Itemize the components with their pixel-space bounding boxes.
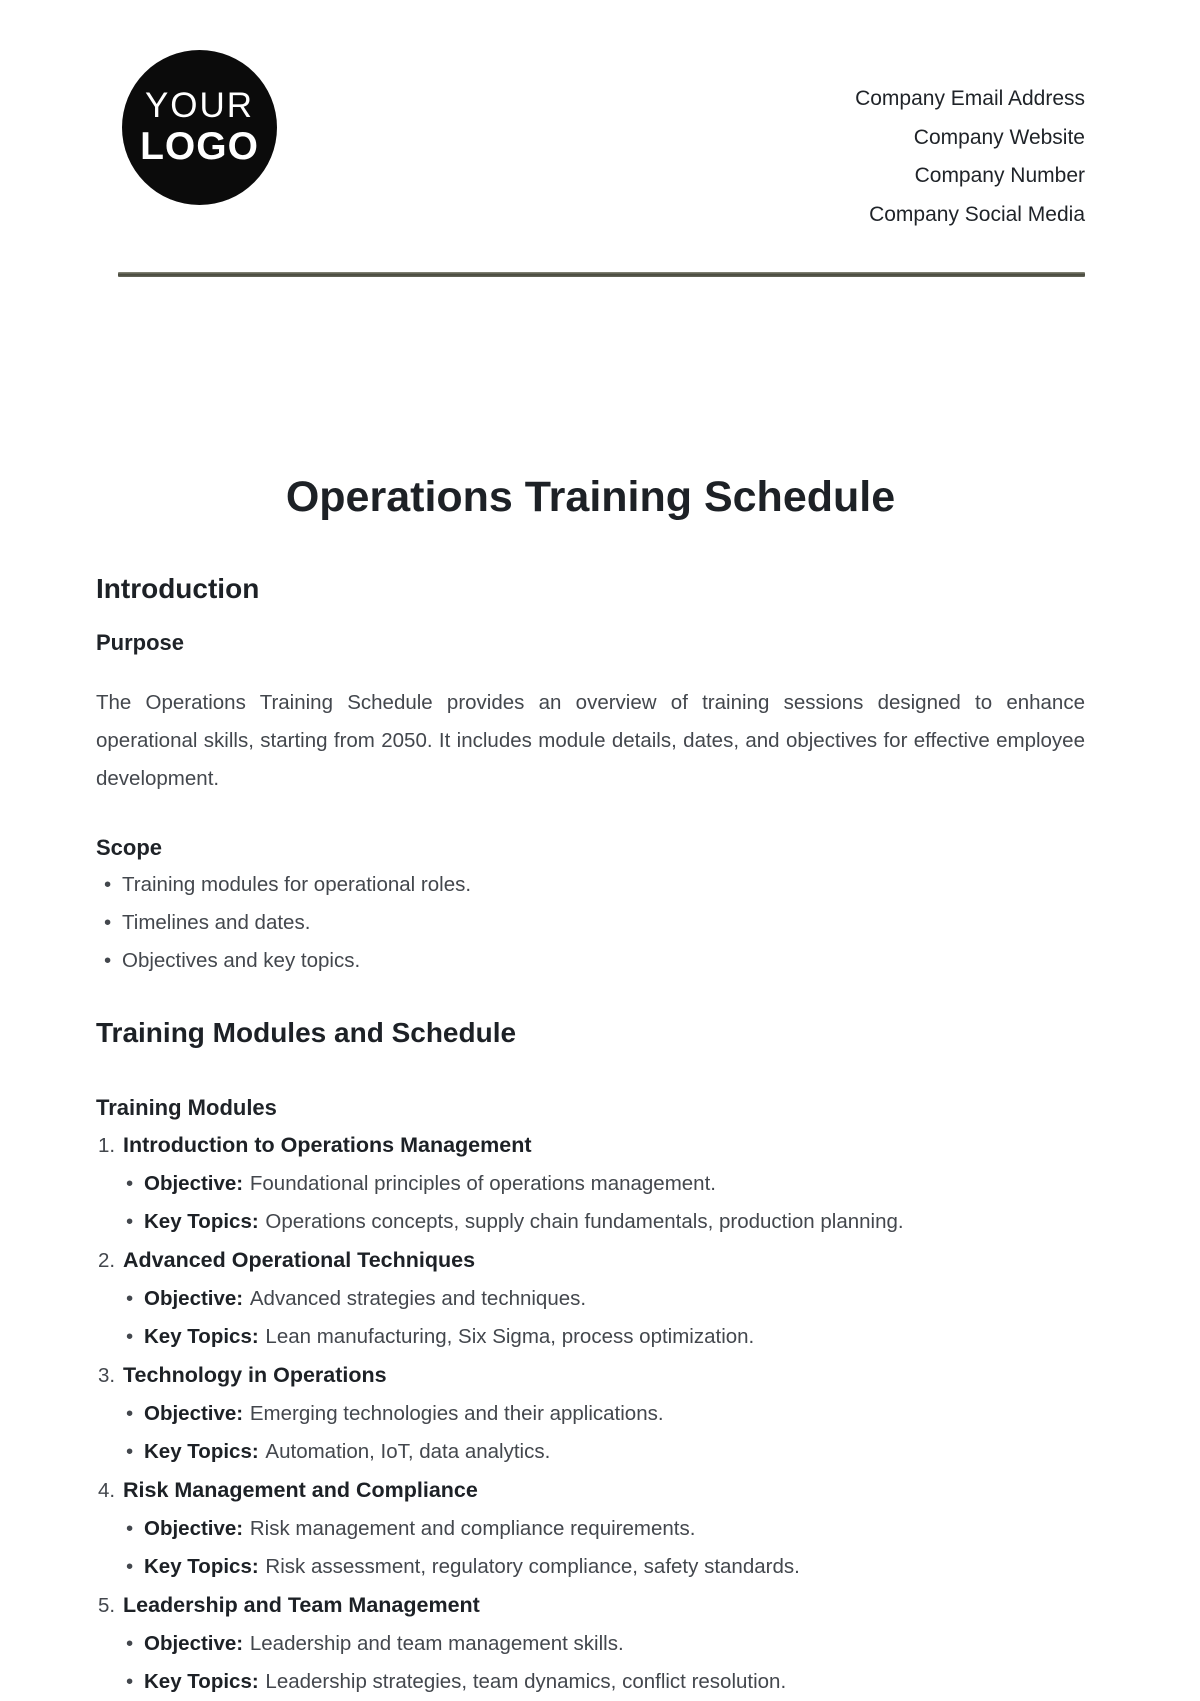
bullet-icon: • <box>126 1439 134 1463</box>
module-number: 2. <box>98 1248 116 1272</box>
bullet-icon: • <box>126 1171 134 1195</box>
logo-text-logo: LOGO <box>140 125 259 169</box>
key-topics-text: Risk assessment, regulatory compliance, safety standards. <box>265 1554 800 1578</box>
company-logo <box>122 50 277 205</box>
training-modules-subheading: Training Modules <box>96 1094 277 1120</box>
objective-text: Risk management and compliance requirements. <box>249 1516 696 1540</box>
logo-text-your: YOUR <box>144 86 255 126</box>
bullet-icon: • <box>126 1324 134 1348</box>
module-objective-line <box>96 1280 1085 1318</box>
objective-text: Leadership and team management skills. <box>249 1631 624 1655</box>
company-social-line: Company Social Media <box>869 202 1085 226</box>
key-topics-text: Leadership strategies, team dynamics, conflict resolution. <box>265 1669 787 1693</box>
bullet-icon: • <box>104 872 112 896</box>
module-name: Advanced Operational Techniques <box>123 1247 476 1272</box>
bullet-icon: • <box>126 1401 134 1425</box>
key-topics-text: Lean manufacturing, Six Sigma, process optimization. <box>265 1324 755 1348</box>
bullet-icon: • <box>104 948 112 972</box>
bullet-icon: • <box>126 1286 134 1310</box>
module-key-topics-line <box>96 1548 1085 1586</box>
module-key-topics-line <box>96 1203 1085 1241</box>
key-topics-text: Automation, IoT, data analytics. <box>265 1439 551 1463</box>
company-email-line: Company Email Address <box>855 87 1085 110</box>
module-objective-line <box>96 1395 1085 1433</box>
objective-text: Advanced strategies and techniques. <box>249 1286 587 1310</box>
introduction-heading: Introduction <box>96 572 260 604</box>
module-number: 1. <box>98 1133 116 1157</box>
module-number: 4. <box>98 1478 116 1502</box>
key-topics-label: Key Topics: <box>144 1439 259 1463</box>
module-objective-line <box>96 1510 1085 1548</box>
company-number-line: Company Number <box>914 164 1085 187</box>
module-item <box>96 1356 1085 1471</box>
scope-heading: Scope <box>96 834 163 860</box>
objective-label: Objective: <box>144 1286 244 1310</box>
objective-text: Emerging technologies and their applications. <box>249 1401 664 1425</box>
bullet-icon: • <box>126 1631 134 1655</box>
scope-list <box>96 866 1085 980</box>
objective-text: Foundational principles of operations management. <box>249 1171 716 1195</box>
bullet-icon: • <box>126 1669 134 1693</box>
module-key-topics-line <box>96 1318 1085 1356</box>
module-name: Leadership and Team Management <box>123 1592 480 1617</box>
key-topics-text: Operations concepts, supply chain fundamentals, production planning. <box>265 1209 904 1233</box>
objective-label: Objective: <box>144 1171 244 1195</box>
objective-label: Objective: <box>144 1631 244 1655</box>
company-website-line: Company Website <box>913 125 1085 149</box>
bullet-icon: • <box>126 1209 134 1233</box>
module-item <box>96 1471 1085 1586</box>
list-item <box>96 942 1085 980</box>
module-title <box>96 1471 1085 1510</box>
page-header <box>96 50 1085 234</box>
objective-label: Objective: <box>144 1401 244 1425</box>
bullet-icon: • <box>126 1554 134 1578</box>
training-modules-list <box>96 1126 1085 1701</box>
key-topics-label: Key Topics: <box>144 1669 259 1693</box>
module-name: Technology in Operations <box>123 1362 387 1387</box>
scope-item-text: Objectives and key topics. <box>122 948 361 972</box>
module-title <box>96 1356 1085 1395</box>
module-name: Introduction to Operations Management <box>123 1132 532 1157</box>
bullet-icon: • <box>126 1516 134 1540</box>
document-title: Operations Training Schedule <box>285 473 896 521</box>
module-key-topics-line <box>96 1663 1085 1701</box>
training-section-heading: Training Modules and Schedule <box>96 1016 517 1048</box>
module-item <box>96 1126 1085 1241</box>
key-topics-label: Key Topics: <box>144 1554 259 1578</box>
module-title <box>96 1586 1085 1625</box>
bullet-icon: • <box>104 910 112 934</box>
scope-item-text: Training modules for operational roles. <box>122 872 472 896</box>
key-topics-label: Key Topics: <box>144 1324 259 1348</box>
purpose-heading: Purpose <box>96 630 185 656</box>
module-title <box>96 1126 1085 1165</box>
module-item <box>96 1241 1085 1356</box>
list-item <box>96 904 1085 942</box>
objective-label: Objective: <box>144 1516 244 1540</box>
company-contact-block <box>855 80 1085 234</box>
module-key-topics-line <box>96 1433 1085 1471</box>
module-objective-line <box>96 1625 1085 1663</box>
module-number: 5. <box>98 1593 116 1617</box>
module-objective-line <box>96 1165 1085 1203</box>
module-number: 3. <box>98 1363 116 1387</box>
header-divider-rule <box>118 272 1085 277</box>
module-title <box>96 1241 1085 1280</box>
list-item <box>96 866 1085 904</box>
module-name: Risk Management and Compliance <box>123 1477 478 1502</box>
purpose-paragraph: The Operations Training Schedule provides an overview of training sessions designed to enhance operational skills, starting from 2050. It includes module details, dates, and objectives for effective employee development. <box>96 690 1085 790</box>
scope-item-text: Timelines and dates. <box>122 910 311 934</box>
module-item <box>96 1586 1085 1701</box>
key-topics-label: Key Topics: <box>144 1209 259 1233</box>
